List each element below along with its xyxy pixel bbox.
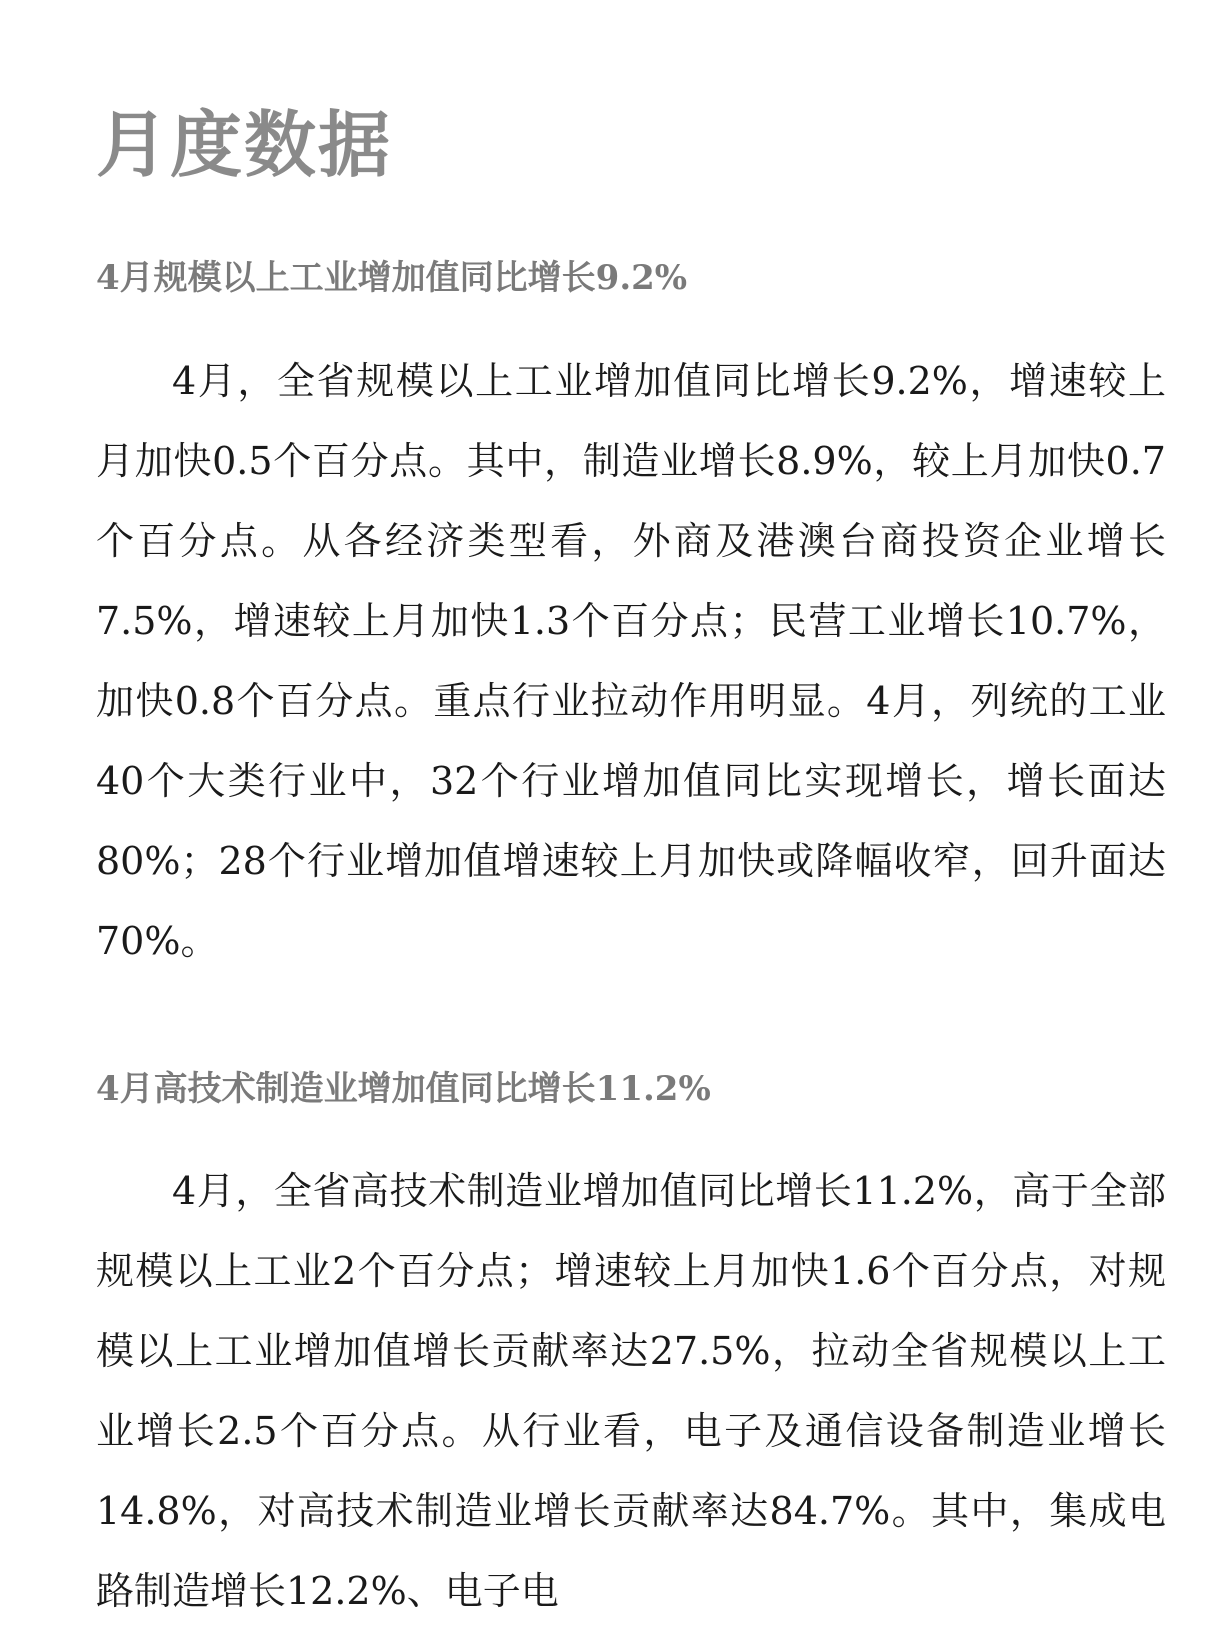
section-heading-industrial-value: 4月规模以上工业增加值同比增长9.2% [96,258,688,298]
section-heading-high-tech-manufacturing: 4月高技术制造业增加值同比增长11.2% [96,1069,711,1109]
section-body-industrial-value: 4月，全省规模以上工业增加值同比增长9.2%，增速较上月加快0.5个百分点。其中，制造业增长8.9%，较上月加快0.7个百分点。从各经济类型看，外商及港澳台商投资企业增长7.5%，增速较上月加快1.3个百分点；民营工业增长10.7%，加快0.8个百分点。重点行业拉动作用明显。4月，列统的工业40个大类行业中，32个行业增加值同比实现增长，增长面达80%；28个行业增加值增速较上月加快或降幅收窄，回升面达70%。 [96,359,1166,963]
section-body-high-tech-manufacturing: 4月，全省高技术制造业增加值同比增长11.2%，高于全部规模以上工业2个百分点；增速较上月加快1.6个百分点，对规模以上工业增加值增长贡献率达27.5%，拉动全省规模以上工业增长2.5个百分点。从行业看，电子及通信设备制造业增长14.8%，对高技术制造业增长贡献率达84.7%。其中，集成电路制造增长12.2%、电子电 [96,1169,1166,1613]
page-title: 月度数据 [96,103,393,187]
